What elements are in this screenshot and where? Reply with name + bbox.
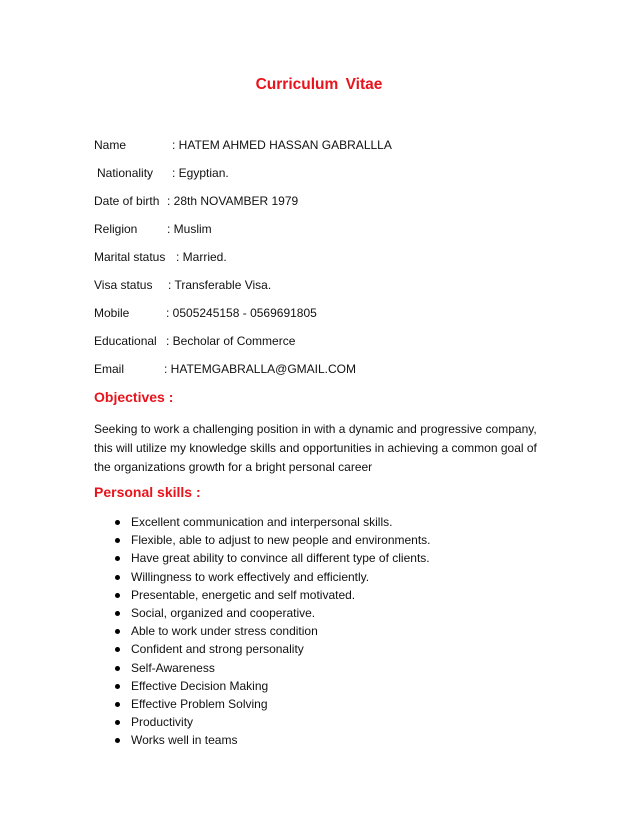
skill-text: Able to work under stress condition — [131, 624, 318, 639]
bullet-icon — [115, 575, 120, 580]
skill-text: Have great ability to convince all different type of clients. — [131, 551, 430, 566]
bullet-icon — [115, 666, 120, 671]
info-value: : Married. — [176, 250, 227, 264]
bullet-icon — [115, 593, 120, 598]
info-label: Marital status — [94, 250, 166, 264]
bullet-icon — [115, 538, 120, 543]
skill-text: Self-Awareness — [131, 660, 215, 675]
info-value: : Muslim — [167, 222, 212, 236]
bullet-icon — [115, 720, 120, 725]
info-value: : Egyptian. — [172, 166, 229, 180]
bullet-icon — [115, 611, 120, 616]
info-value: : 0505245158 - 0569691805 — [166, 306, 317, 320]
info-label: Nationality — [97, 166, 154, 180]
info-label: Name — [94, 138, 127, 152]
skill-text: Willingness to work effectively and efficiently. — [131, 569, 370, 584]
info-label: Visa status — [94, 278, 153, 292]
skill-text: Social, organized and cooperative. — [131, 605, 316, 620]
info-label: Email — [94, 362, 125, 376]
page-title: Curriculum Vitae — [255, 76, 383, 93]
info-label: Religion — [94, 222, 138, 236]
info-label: Date of birth — [94, 194, 160, 208]
skill-text: Flexible, able to adjust to new people and environments. — [131, 533, 431, 548]
bullet-icon — [115, 629, 120, 634]
bullet-icon — [115, 684, 120, 689]
info-value: : 28th NOVAMBER 1979 — [167, 194, 299, 208]
info-value: : Transferable Visa. — [168, 278, 272, 292]
skill-text: Effective Decision Making — [131, 678, 269, 693]
personal-skills-heading: Personal skills : — [94, 484, 201, 500]
bullet-icon — [115, 738, 120, 743]
info-value: : Becholar of Commerce — [166, 334, 296, 348]
info-label: Mobile — [94, 306, 130, 320]
skill-text: Confident and strong personality — [131, 642, 304, 657]
info-label: Educational — [94, 334, 157, 348]
bullet-icon — [115, 702, 120, 707]
bullet-icon — [115, 520, 120, 525]
skill-text: Presentable, energetic and self motivated. — [131, 587, 356, 602]
info-value: : HATEM AHMED HASSAN GABRALLLA — [172, 138, 392, 152]
bullet-icon — [115, 647, 120, 652]
skill-text: Productivity — [131, 715, 194, 730]
objectives-text: Seeking to work a challenging position in with a dynamic and progressive company, this will utilize my knowledge skills and opportunities in achieving a common goal of the organizations growth for a bright personal career — [94, 422, 537, 474]
bullet-icon — [115, 556, 120, 561]
objectives-heading: Objectives : — [94, 389, 174, 405]
skill-text: Excellent communication and interpersonal skills. — [131, 515, 393, 529]
info-value: : HATEMGABRALLA@GMAIL.COM — [164, 362, 356, 376]
skill-text: Effective Problem Solving — [131, 696, 268, 711]
skill-text: Works well in teams — [131, 733, 238, 748]
